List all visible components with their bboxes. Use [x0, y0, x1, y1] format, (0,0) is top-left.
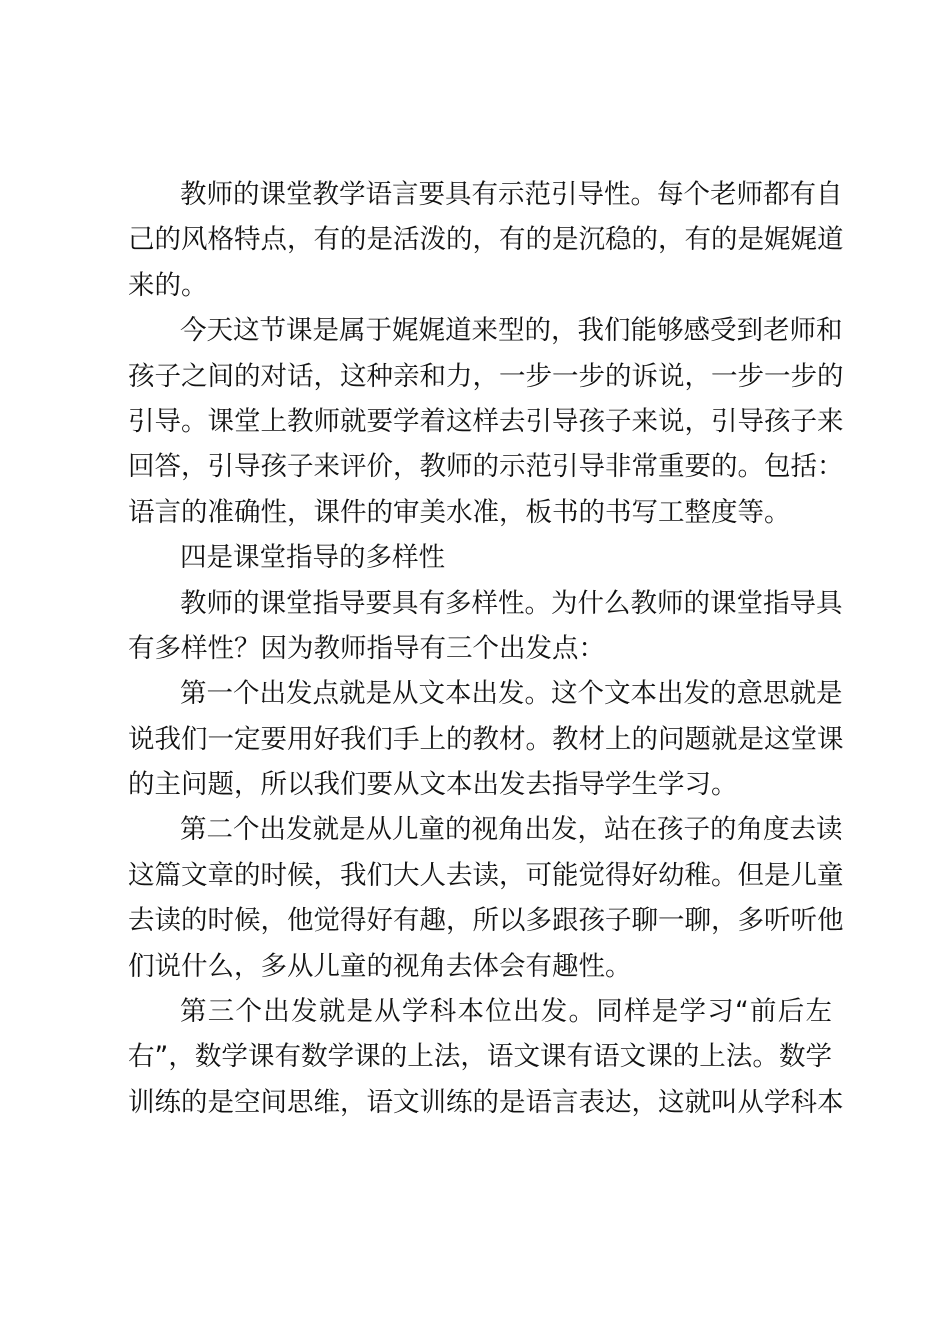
paragraph-line: 教师的课堂指导要具有多样性。为什么教师的课堂指导具	[180, 587, 843, 619]
paragraph-line: 来的。	[128, 269, 208, 301]
paragraph-line: 的主问题，所以我们要从文本出发去指导学生学习。	[128, 769, 738, 801]
paragraph-line: 第一个出发点就是从文本出发。这个文本出发的意思就是	[180, 678, 843, 710]
paragraph-line: 去读的时候，他觉得好有趣，所以多跟孩子聊一聊，多听听他	[128, 905, 844, 937]
paragraph-line: 这篇文章的时候，我们大人去读，可能觉得好幼稚。但是儿童	[128, 859, 844, 891]
paragraph-line: 回答，引导孩子来评价，教师的示范引导非常重要的。包括：	[128, 451, 844, 483]
paragraph-line: 语言的准确性，课件的审美水准，板书的书写工整度等。	[128, 496, 791, 528]
paragraph-line: 第三个出发就是从学科本位出发。同样是学习“前后左	[180, 996, 832, 1028]
paragraph-line: 第二个出发就是从儿童的视角出发，站在孩子的角度去读	[180, 814, 843, 846]
document-body	[128, 172, 844, 1125]
paragraph-line: 们说什么，多从儿童的视角去体会有趣性。	[128, 950, 632, 982]
paragraph-line: 己的风格特点，有的是活泼的，有的是沉稳的，有的是娓娓道	[128, 224, 844, 256]
paragraph-line: 孩子之间的对话，这种亲和力，一步一步的诉说，一步一步的	[128, 360, 844, 392]
paragraph-line: 今天这节课是属于娓娓道来型的，我们能够感受到老师和	[180, 315, 843, 347]
paragraph-line: 训练的是空间思维，语文训练的是语言表达，这就叫从学科本	[128, 1086, 844, 1118]
paragraph-line: 教师的课堂教学语言要具有示范引导性。每个老师都有自	[180, 179, 843, 210]
paragraph-line: 说我们一定要用好我们手上的教材。教材上的问题就是这堂课	[128, 723, 844, 755]
paragraph-line: 右”，数学课有数学课的上法，语文课有语文课的上法。数学	[128, 1041, 832, 1073]
paragraph-line: 引导。课堂上教师就要学着这样去引导孩子来说，引导孩子来	[128, 405, 844, 437]
paragraph-line: 有多样性？因为教师指导有三个出发点：	[128, 632, 605, 664]
section-heading: 四是课堂指导的多样性	[180, 542, 445, 574]
